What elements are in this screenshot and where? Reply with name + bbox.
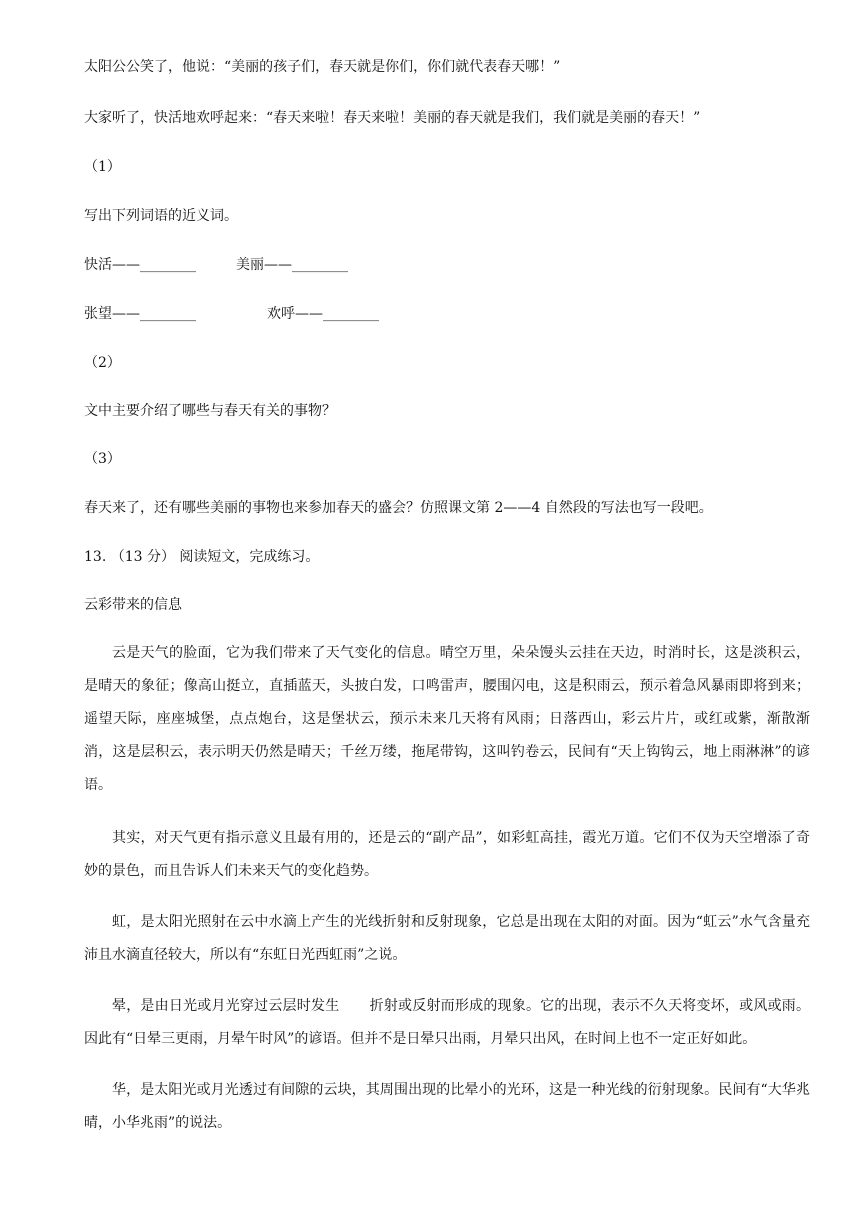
story-line-1: 太阳公公笑了，他说：“美丽的孩子们，春天就是你们，你们就代表春天哪！” [84, 59, 561, 75]
question-2-prompt: 文中主要介绍了哪些与春天有关的事物？ [84, 403, 336, 419]
passage-paragraph-2: 其实，对天气更有指示意义且最有用的，还是云的“副产品”，如彩虹高挂，霞光万道。它们不仅为天空增添了奇妙的景色，而且告诉人们未来天气的变化趋势。 [84, 830, 810, 879]
question-1-prompt: 写出下列词语的近义词。 [84, 208, 238, 224]
answer-blank[interactable]: ________ [323, 306, 379, 322]
passage-title: 云彩带来的信息 [84, 597, 182, 613]
answer-blank[interactable]: ________ [140, 257, 196, 273]
answer-blank[interactable]: ________ [292, 257, 348, 273]
passage-paragraph-3: 虹，是太阳光照射在云中水滴上产生的光线折射和反射现象，它总是出现在太阳的对面。因为“虹云”水气含量充沛且水滴直径较大，所以有“东虹日光西虹雨”之说。 [84, 914, 810, 963]
synonym-word-meili [236, 255, 348, 275]
synonym-label: 美丽—— [236, 257, 292, 273]
question-3-number: （3） [84, 451, 121, 467]
answer-blank[interactable]: ________ [140, 306, 196, 322]
question-3-prompt: 春天来了，还有哪些美丽的事物也来参加春天的盛会？仿照课文第 2——4 自然段的写法也写一段吧。 [84, 500, 713, 516]
question-2-number: （2） [84, 355, 121, 371]
passage-paragraph-5: 华，是太阳光或月光透过有间隙的云块，其周围出现的比晕小的光环，这是一种光线的衍射现象。民间有“大华兆晴，小华兆雨”的说法。 [84, 1082, 810, 1131]
synonym-word-zhangwang [84, 304, 196, 324]
synonym-label: 张望—— [84, 306, 140, 322]
synonym-word-kuaihuo [84, 255, 196, 275]
synonym-word-huanhu [267, 304, 379, 324]
paragraph-4-part-b: 折射或反射而形成的现象。它的出现，表示不久天将变坏，或风或雨。因此有“日晕三更雨，月晕午时风”的谚语。但并不是日晕只出雨，月晕只出风，在时间上也不一定正好如此。 [84, 998, 811, 1047]
question-1-number: （1） [84, 159, 121, 175]
passage-paragraph-1: 云是天气的脸面，它为我们带来了天气变化的信息。晴空万里，朵朵馒头云挂在天边，时消时长，这是淡积云，是晴天的象征；像高山挺立，直插蓝天，头披白发，口鸣雷声，腰围闪电，这是积雨云，预示着急风暴雨即将到来；遥望天际，座座城堡，点点炮台，这是堡状云，预示未来几天将有风雨；日落西山，彩云片片，或红或紫，渐散渐消，这是层积云，表示明天仍然是晴天；千丝万缕，拖尾带钩，这叫钓卷云，民间有“天上钩钩云，地上雨淋淋”的谚语。 [84, 645, 810, 793]
synonym-label: 快活—— [84, 257, 140, 273]
story-line-2: 大家听了，快活地欢呼起来：“春天来啦！春天来啦！美丽的春天就是我们，我们就是美丽的春天！” [84, 110, 701, 126]
question-13-header: 13. （13 分） 阅读短文，完成练习。 [84, 549, 320, 565]
synonym-label: 欢呼—— [267, 306, 323, 322]
passage-paragraph-4 [84, 990, 810, 1056]
paragraph-4-part-a: 晕，是由日光或月光穿过云层时发生 [112, 998, 340, 1014]
